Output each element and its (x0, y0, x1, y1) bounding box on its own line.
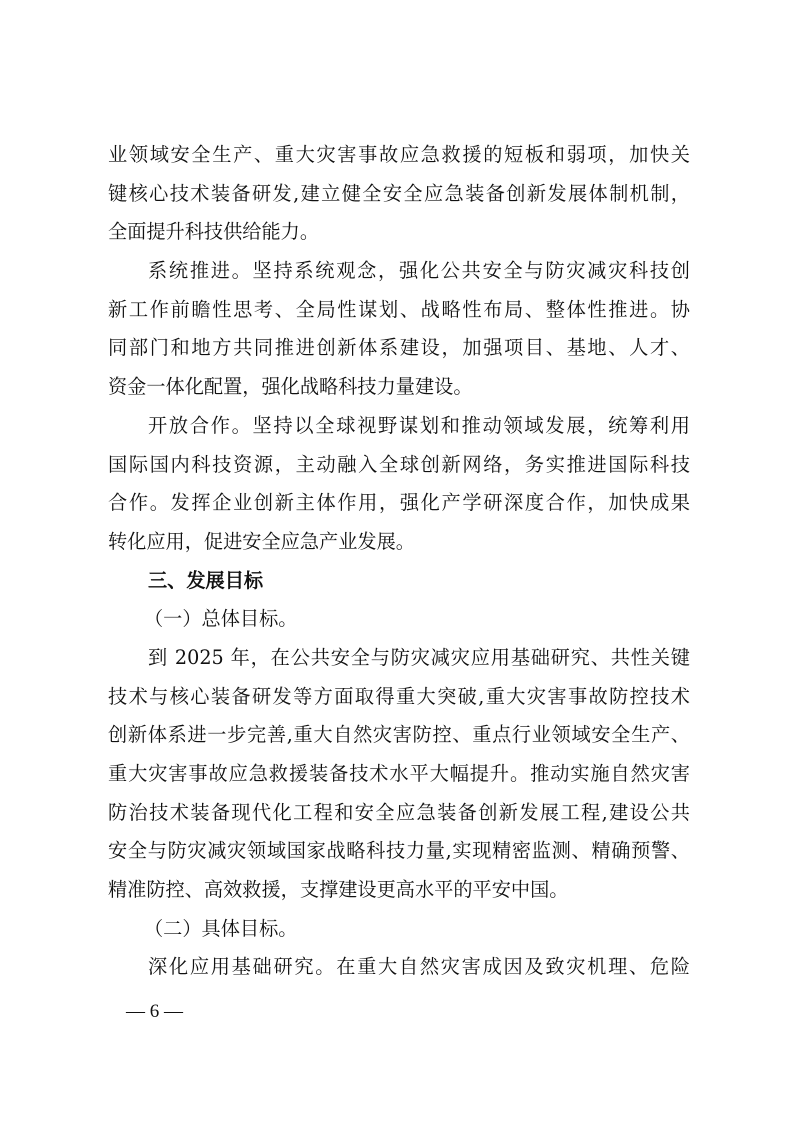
paragraph-line: 全面提升科技供给能力。 (108, 220, 320, 244)
subsection-heading-specific-goals: （二）具体目标。 (144, 916, 298, 940)
paragraph-line-by-2025: 到 2025 年，在公共安全与防灾减灾应用基础研究、共性关键 (148, 645, 690, 669)
paragraph-line: 重大灾害事故应急救援装备技术水平大幅提升。推动实施自然灾害 (108, 762, 690, 785)
paragraph-line: 转化应用，促进安全应急产业发展。 (108, 529, 415, 553)
paragraph-line: 技术与核心装备研发等方面取得重大突破,重大灾害事故防控技术 (108, 684, 690, 708)
paragraph-line-open-cooperation: 开放合作。坚持以全球视野谋划和推动领域发展，统筹利用 (148, 413, 690, 437)
section-heading-development-goals: 三、发展目标 (148, 568, 264, 592)
paragraph-line: 新工作前瞻性思考、全局性谋划、战略性布局、整体性推进。协 (108, 297, 690, 321)
paragraph-line: 合作。发挥企业创新主体作用，强化产学研深度合作，加快成果 (108, 491, 690, 515)
paragraph-line: 同部门和地方共同推进创新体系建设，加强项目、基地、人才、 (108, 336, 690, 360)
paragraph-line: 安全与防灾减灾领域国家战略科技力量,实现精密监测、精确预警、 (108, 839, 690, 863)
paragraph-line: 防治技术装备现代化工程和安全应急装备创新发展工程,建设公共 (108, 800, 690, 824)
page-number: — 6 — (126, 1001, 183, 1022)
paragraph-line-applied-research: 深化应用基础研究。在重大自然灾害成因及致灾机理、危险 (148, 955, 690, 979)
subsection-heading-overall-goals: （一）总体目标。 (144, 607, 298, 631)
paragraph-line: 键核心技术装备研发,建立健全安全应急装备创新发展体制机制， (108, 181, 690, 205)
paragraph-line: 创新体系进一步完善,重大自然灾害防控、重点行业领域安全生产、 (108, 723, 690, 747)
paragraph-line: 国际国内科技资源，主动融入全球创新网络，务实推进国际科技 (108, 452, 690, 476)
paragraph-line: 资金一体化配置，强化战略科技力量建设。 (108, 375, 473, 399)
paragraph-line: 业领域安全生产、重大灾害事故应急救援的短板和弱项，加快关 (108, 143, 690, 166)
document-body (108, 136, 690, 987)
paragraph-line-system-advance: 系统推进。坚持系统观念，强化公共安全与防灾减灾科技创 (148, 259, 690, 283)
paragraph-line: 精准防控、高效救援，支撑建设更高水平的平安中国。 (108, 878, 569, 902)
